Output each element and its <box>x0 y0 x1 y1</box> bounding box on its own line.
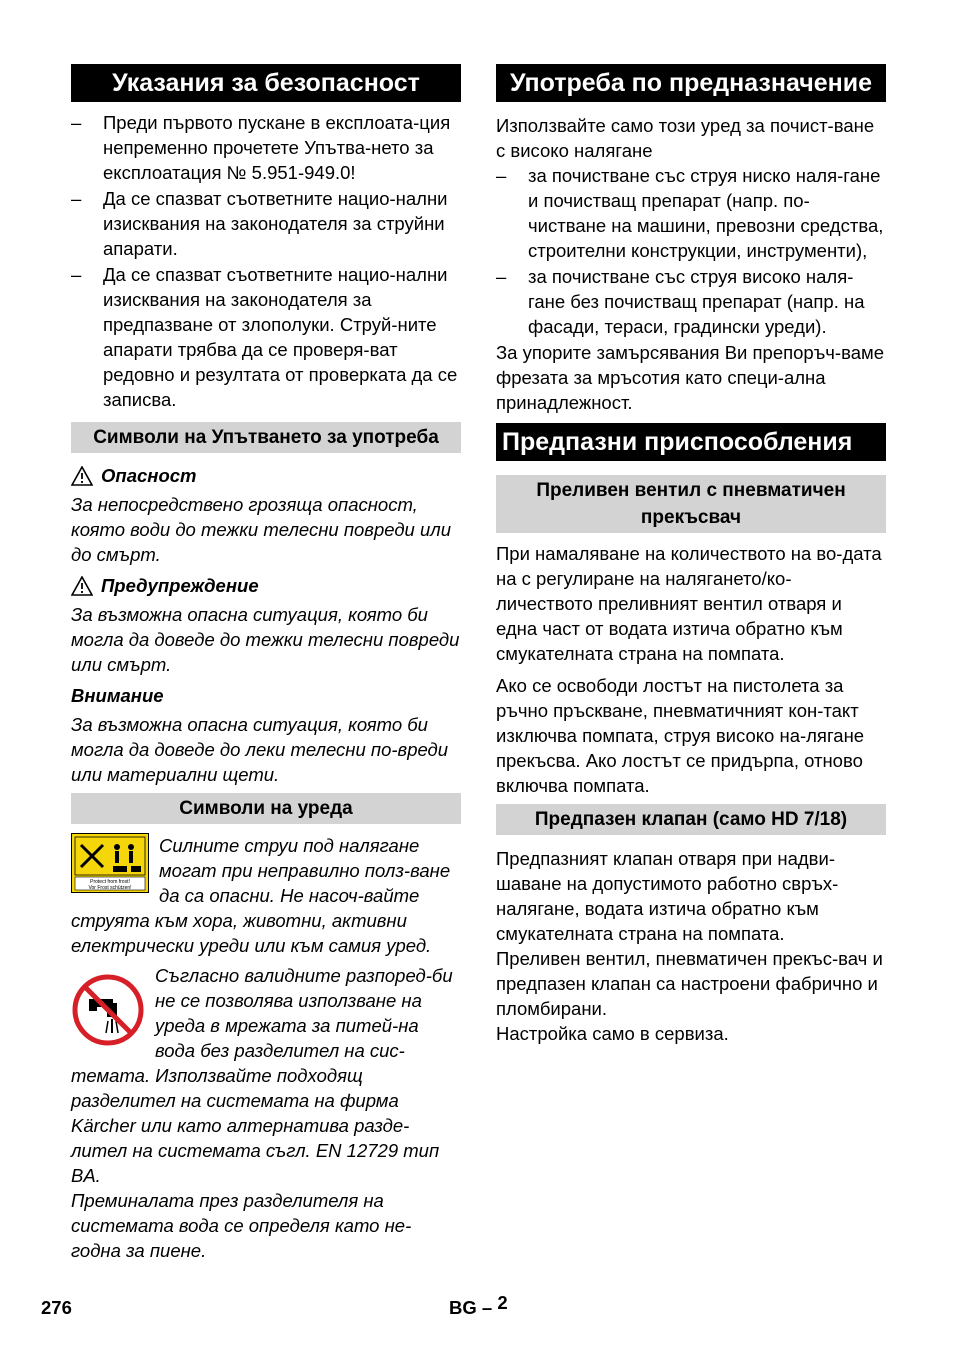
overflow-valve-heading: Преливен вентил с пневматичен прекъсвач <box>496 475 886 533</box>
safety-list <box>71 110 461 412</box>
danger-text: За непосредствено грозяща опасност, която води до тежки телесни повреди или до смърт. <box>71 494 451 565</box>
warning-label: Предупреждение <box>101 575 259 596</box>
intended-use-list <box>496 163 886 339</box>
list-item: – Преди първото пускане в експлоата-ция непременно прочетете Упътва-нето за експлоатация № 5.951-949.0! <box>71 112 451 183</box>
overflow-valve-text-2: Ако се освободи лостът на пистолета за ръчно пръскване, пневматичният кон-такт изключва помпата, струя високо на-лягане прекъсва. Ако лостът се придърпа, отново включва помпата. <box>496 675 865 796</box>
dash-bullet: – <box>71 188 82 209</box>
language-code: BG – <box>449 1297 493 1318</box>
warning-title <box>71 573 461 598</box>
language-marker <box>449 1292 508 1319</box>
jet-warning-text: Силните струи под налягане могат при неправилно полз-ване да са опасни. Не насоч-вайте струята към хора, животни, активни електрически уреди или към самия уред. <box>71 835 451 956</box>
caution-label: Внимание <box>71 685 164 706</box>
drinking-water-text: Съгласно валидните разпоред-би не се позволява използване на уреда в мрежата за питей-на вода без разделител на сис-темата. Използвайте подходящ разделител на системата на фирма Kärcher или като алтернатива разде-лител на системата съгл. EN 12729 тип BA. <box>71 965 453 1186</box>
left-column <box>71 64 461 1263</box>
intended-use-heading: Употреба по предназначение <box>496 64 886 102</box>
dash-bullet: – <box>496 165 507 186</box>
page-number: 276 <box>41 1297 72 1318</box>
drinking-water-block <box>71 963 461 1263</box>
language-page-number: 2 <box>497 1292 508 1313</box>
no-drinking-water-icon <box>71 973 145 1047</box>
caution-text: За възможна опасна ситуация, която би могла да доведе до леки телесни по-вреди или материални щети. <box>71 714 449 785</box>
dash-bullet: – <box>71 112 82 133</box>
dash-bullet: – <box>71 264 82 285</box>
safety-valve-heading: Предпазен клапан (само HD 7/18) <box>496 804 886 835</box>
manual-symbols-heading: Символи на Упътването за употреба <box>71 422 461 453</box>
safety-valve-text-1: Предпазният клапан отваря при надви-шаване на допустимото работно свръх-налягане, водата изтича обратно към смукателната страна на помпата. <box>496 848 839 944</box>
intended-use-intro: Използвайте само този уред за почист-ване с високо налягане <box>496 115 875 161</box>
device-symbols-heading: Символи на уреда <box>71 793 461 824</box>
right-column <box>496 64 886 1046</box>
frost-label-de: Vor Frost schützen! <box>88 885 132 891</box>
safety-valve-text-2: Преливен вентил, пневматичен прекъс-вач и предпазен клапан са настроени фабрично и пломбирани. <box>496 948 883 1019</box>
safety-valve-text-3: Настройка само в сервиза. <box>496 1023 729 1044</box>
safety-heading: Указания за безопасност <box>71 64 461 102</box>
drinking-water-text-2: Преминалата през разделителя на системата вода се определя като не-годна за пиене. <box>71 1190 412 1261</box>
danger-label: Опасност <box>101 465 197 486</box>
danger-title <box>71 463 461 488</box>
high-pressure-jet-warning-icon <box>71 833 149 893</box>
list-item: – за почистване със струя ниско наля-гане и почистващ препарат (напр. по-чистване на машини, превозни средства, строителни конструкции, инструменти), <box>496 165 884 261</box>
list-item: – Да се спазват съответните нацио-нални изисквания на законодателя за предпазване от злополуки. Струй-ните апарати трябва да се проверя-ват редовно и резултата от проверката да се записва. <box>71 264 458 410</box>
list-item: – Да се спазват съответните нацио-нални изисквания на законодателя за струйни апарати. <box>71 188 448 259</box>
warning-triangle-icon <box>71 576 93 596</box>
overflow-valve-text-1: При намаляване на количеството на во-дата на с регулиране на налягането/ко-личеството преливният вентил отваря и една част от водата изтича обратно към смукателната страна на помпата. <box>496 543 882 664</box>
protective-devices-heading: Предпазни приспособления <box>496 423 886 461</box>
warning-triangle-icon <box>71 466 93 486</box>
list-item: – за почистване със струя високо наля-гане без почистващ препарат (напр. на фасади, тераси, градински уреди). <box>496 266 865 337</box>
jet-warning-block <box>71 833 461 958</box>
warning-text: За възможна опасна ситуация, която би могла да доведе до тежки телесни повреди или смърт. <box>71 604 460 675</box>
frost-label-en: Protect from frost! <box>90 879 130 885</box>
intended-use-outro: За упорите замърсявания Ви препоръч-ваме фрезата за мръсотия като специ-ална принадлежност. <box>496 342 884 413</box>
dash-bullet: – <box>496 266 507 287</box>
